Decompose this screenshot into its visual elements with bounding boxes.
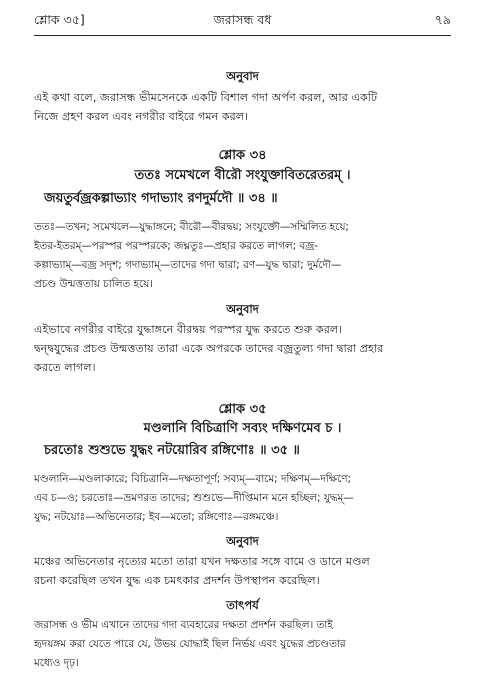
synonyms-line: এব চ—ও; চরতোঃ—ভ্রমণরত তাদের; শুশুভে—দীপ্তিমান মনে হচ্ছিল; যুদ্ধম্— [34,492,354,504]
page-number: ৭৯ [434,12,451,27]
synonyms-line: মণ্ডলানি—মণ্ডলাকারে; বিচিত্রানি—দক্ষতাপূর্ণ; সব্যম্—বামে; দক্ষিণম্—দক্ষিণে; [34,473,352,485]
purport-line: হৃদয়ঙ্গম করা যেতে পারে যে, উভয় যোদ্ধাই ছিল নির্ভয় এবং যুদ্ধের প্রচণ্ডতার [34,638,346,650]
running-header [34,12,451,30]
translation-heading: অনুবাদ [226,302,259,316]
translation-line: মঞ্চের অভিনেতার নৃত্যের মতো তারা যখন দক্ষতার সঙ্গে বামে ও ডানে মণ্ডল [34,555,370,568]
translation-35-heading-wrap [34,533,451,552]
purport-heading: তাৎপর্য [226,598,259,612]
synonyms-line: প্রচণ্ড উন্মত্ততায় চালিত হয়ে। [34,278,154,290]
synonyms-line: কল্পাভ্যাম্—বজ্র সদৃশ; গদাভ্যাম্—তাদের গদা দ্বারা; রণ—যুদ্ধ দ্বারা; দুর্মদৌ— [34,259,342,271]
header-rule [34,35,451,36]
verse-35-line: মণ্ডলানি বিচিত্রাণি সব্যং দক্ষিণমেব চ । [143,421,342,436]
verse-35-line: চরতোঃ শুশুভে যুদ্ধং নটয়োরিব রঙ্গিণোঃ ॥ ৩৫ ॥ [44,443,300,458]
verse-34-heading-wrap [34,146,451,167]
purport-heading-wrap [34,597,451,616]
purport-line: জরাসন্ধ ও ভীম এখানে তাদের গদা ব্যবহারের দক্ষতা প্রদর্শন করছিল। তাই [34,619,333,631]
verse-34-heading: শ্লোক ৩৪ [218,148,267,163]
translation-line: দ্বন্দ্বযুদ্ধের প্রচণ্ড উন্মত্ততায় তারা একে অপরকে তাদের বজ্রতুল্য গদা দ্বারা প্রহার [34,342,384,355]
translation-line: নিজে গ্রহণ করল এবং নগরীর বাইরে গমন করল। [34,110,249,123]
verse-35-heading: শ্লোক ৩৫ [218,402,267,417]
header-section-label: শ্লোক ৩৫] [34,12,85,27]
translation-prev [34,68,451,87]
translation-heading: অনুবাদ [226,534,259,548]
synonyms-line: যুদ্ধ; নটয়োঃ—অভিনেতার; ইব—মতো; রঙ্গিণোঃ—রঙ্গমঞ্চে। [34,511,279,523]
purport-line: মধ্যেও দৃঢ়। [34,657,79,669]
translation-line: এইভাবে নগরীর বাইরে যুদ্ধাঙ্গনে বীরদ্বয় পরস্পর যুদ্ধ করতে শুরু করল। [34,323,343,336]
translation-line: রচনা করেছিল তখন যুদ্ধ এক চমৎকার প্রদর্শন উপস্থাপন করেছিল। [34,574,320,587]
verse-35-heading-wrap [34,400,451,421]
verse-34-line: ততঃ সমেখলে বীরৌ সংযুক্তাবিতরেতরম্ । [134,168,351,183]
translation-heading: অনুবাদ [226,69,259,83]
translation-line: এই কথা বলে, জরাসন্ধ ভীমসেনকে একটি বিশাল গদা অর্পণ করল, আর একটি [34,91,378,104]
translation-line: করতে লাগল। [34,361,96,374]
translation-34-heading-wrap [34,301,451,320]
header-chapter-title: জরাসন্ধ বধ [213,12,272,27]
synonyms-line: ততঃ—তখন; সমেখলে—যুদ্ধাঙ্গনে; বীরৌ—বীরদ্বয়; সংযুক্তৌ—সম্মিলিত হয়ে; [34,221,349,233]
verse-34-line: জয়তুর্বজ্রকল্পাভ্যাং গদাভ্যাং রণদুর্মদৌ ॥ ৩৪ ॥ [44,191,278,206]
synonyms-line: ইতর-ইতরম্—পরস্পর পরস্পরকে; জঘ্নতুঃ—প্রহার করতে লাগল; বজ্র- [34,240,319,252]
